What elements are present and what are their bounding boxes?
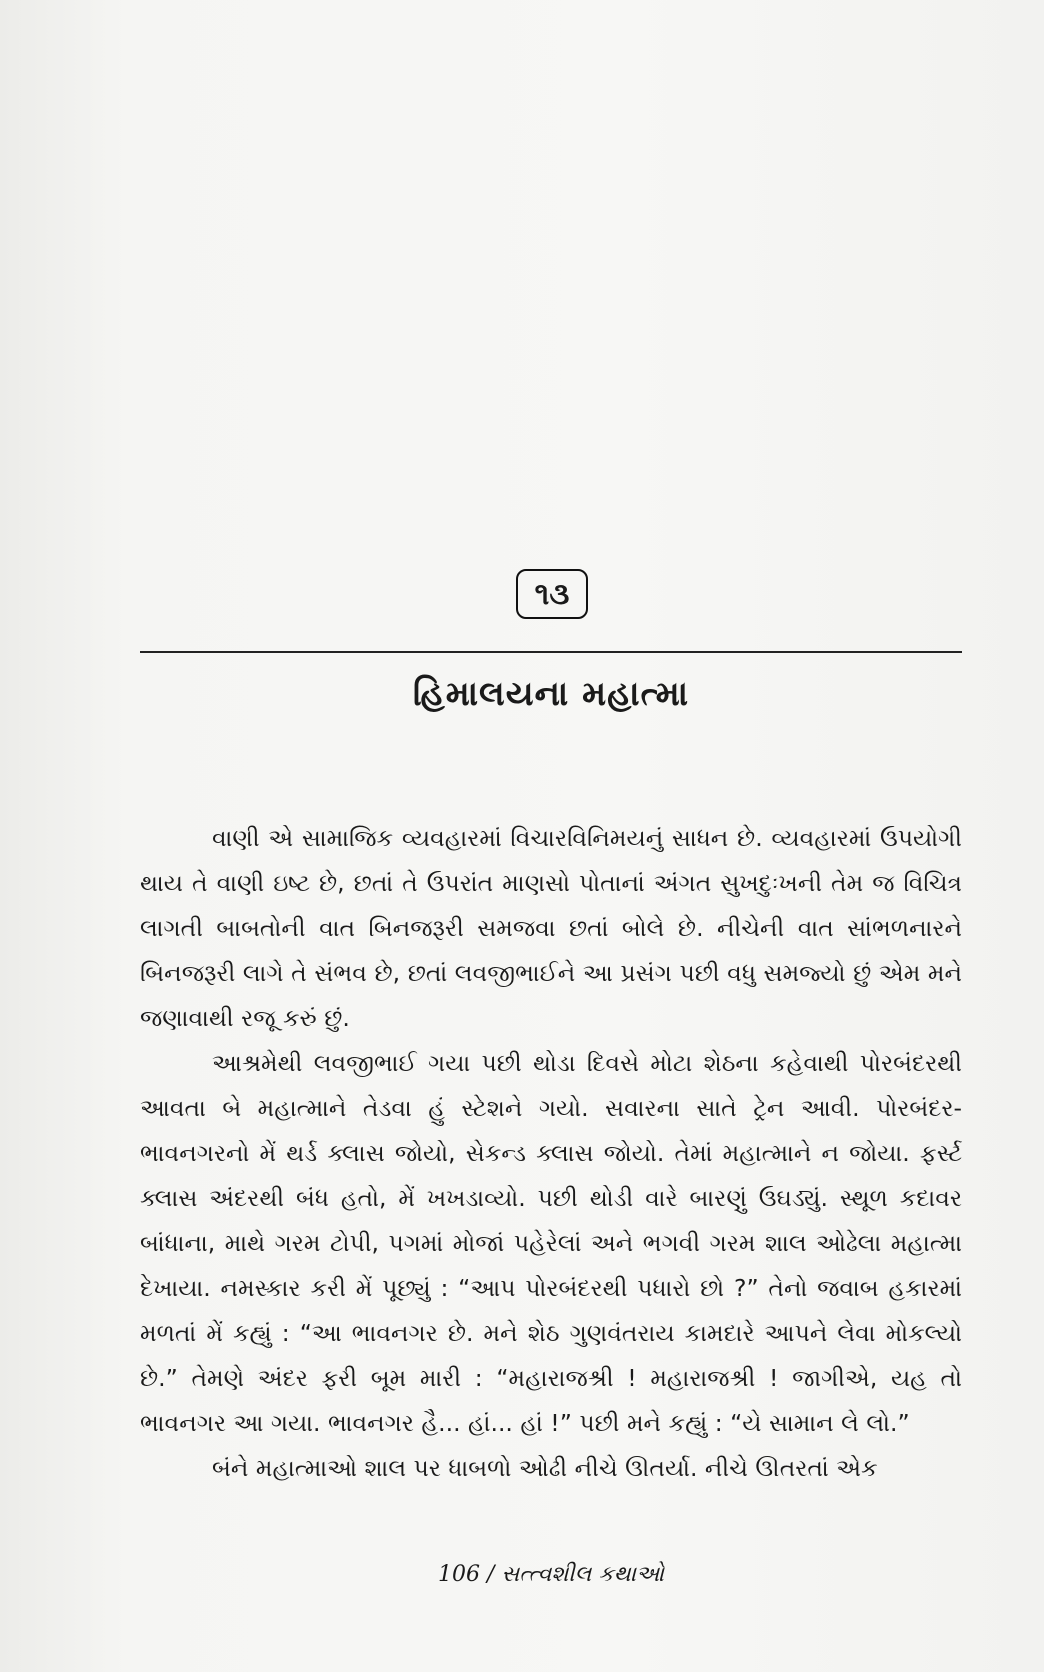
chapter-title: હિમાલયના મહાત્મા xyxy=(412,674,690,714)
show-through-text xyxy=(140,130,960,498)
chapter-body xyxy=(140,816,962,1491)
title-divider xyxy=(140,651,962,653)
paragraph: વાણી એ સામાજિક વ્યવહારમાં વિચારવિનિમયનું સાધન છે. વ્યવહારમાં ઉપયોગી થાય તે વાણી ઇષ્ટ છે, છતાં તે ઉપરાંત માણસો પોતાનાં અંગત સુખદુઃખની તેમ જ વિચિત્ર લાગતી બાબતોની વાત બિનજરૂરી સમજવા છતાં બોલે છે. નીચેની વાત સાંભળનારને બિનજરૂરી લાગે તે સંભવ છે, છતાં લવજીભાઈને આ પ્રસંગ પછી વધુ સમજ્યો છું એમ મને જણાવાથી રજૂ કરું છું. xyxy=(140,824,962,1032)
chapter-number: ૧૩ xyxy=(516,569,588,619)
paragraph: બંને મહાત્માઓ શાલ પર ધાબળો ઓઢી નીચે ઊતર્યા. નીચે ઊતરતાં એક xyxy=(212,1454,878,1482)
paragraph: આશ્રમેથી લવજીભાઈ ગયા પછી થોડા દિવસે મોટા શેઠના કહેવાથી પોરબંદરથી આવતા બે મહાત્માને તેડવા હું સ્ટેશને ગયો. સવારના સાતે ટ્રેન આવી. પોરબંદર-ભાવનગરનો મેં થર્ડ ક્લાસ જોયો, સેકન્ડ ક્લાસ જોયો. તેમાં મહાત્માને ન જોયા. ફર્સ્ટ ક્લાસ અંદરથી બંધ હતો, મેં ખખડાવ્યો. પછી થોડી વારે બારણું ઉઘડ્યું. સ્થૂળ કદાવર બાંધાના, માથે ગરમ ટોપી, પગમાં મોજાં પહેરેલાં અને ભગવી ગરમ શાલ ઓઢેલા મહાત્મા દેખાયા. નમસ્કાર કરી મેં પૂછ્યું : “આપ પોરબંદરથી પધારો છો ?” તેનો જવાબ હકારમાં મળતાં મેં કહ્યું : “આ ભાવનગર છે. મને શેઠ ગુણવંતરાય કામદારે આપને લેવા મોકલ્યો છે.” તેમણે અંદર ફરી બૂમ મારી : “મહારાજશ્રી ! મહારાજશ્રી ! જાગીએ, યહ તો ભાવનગર આ ગયા. ભાવનગર હૈ... હાં... હાં !” પછી મને કહ્યું : “યે સામાન લે લો.” xyxy=(140,1049,962,1437)
page-footer: 106 / સત્ત્વશીલ કથાઓ xyxy=(438,1562,664,1587)
